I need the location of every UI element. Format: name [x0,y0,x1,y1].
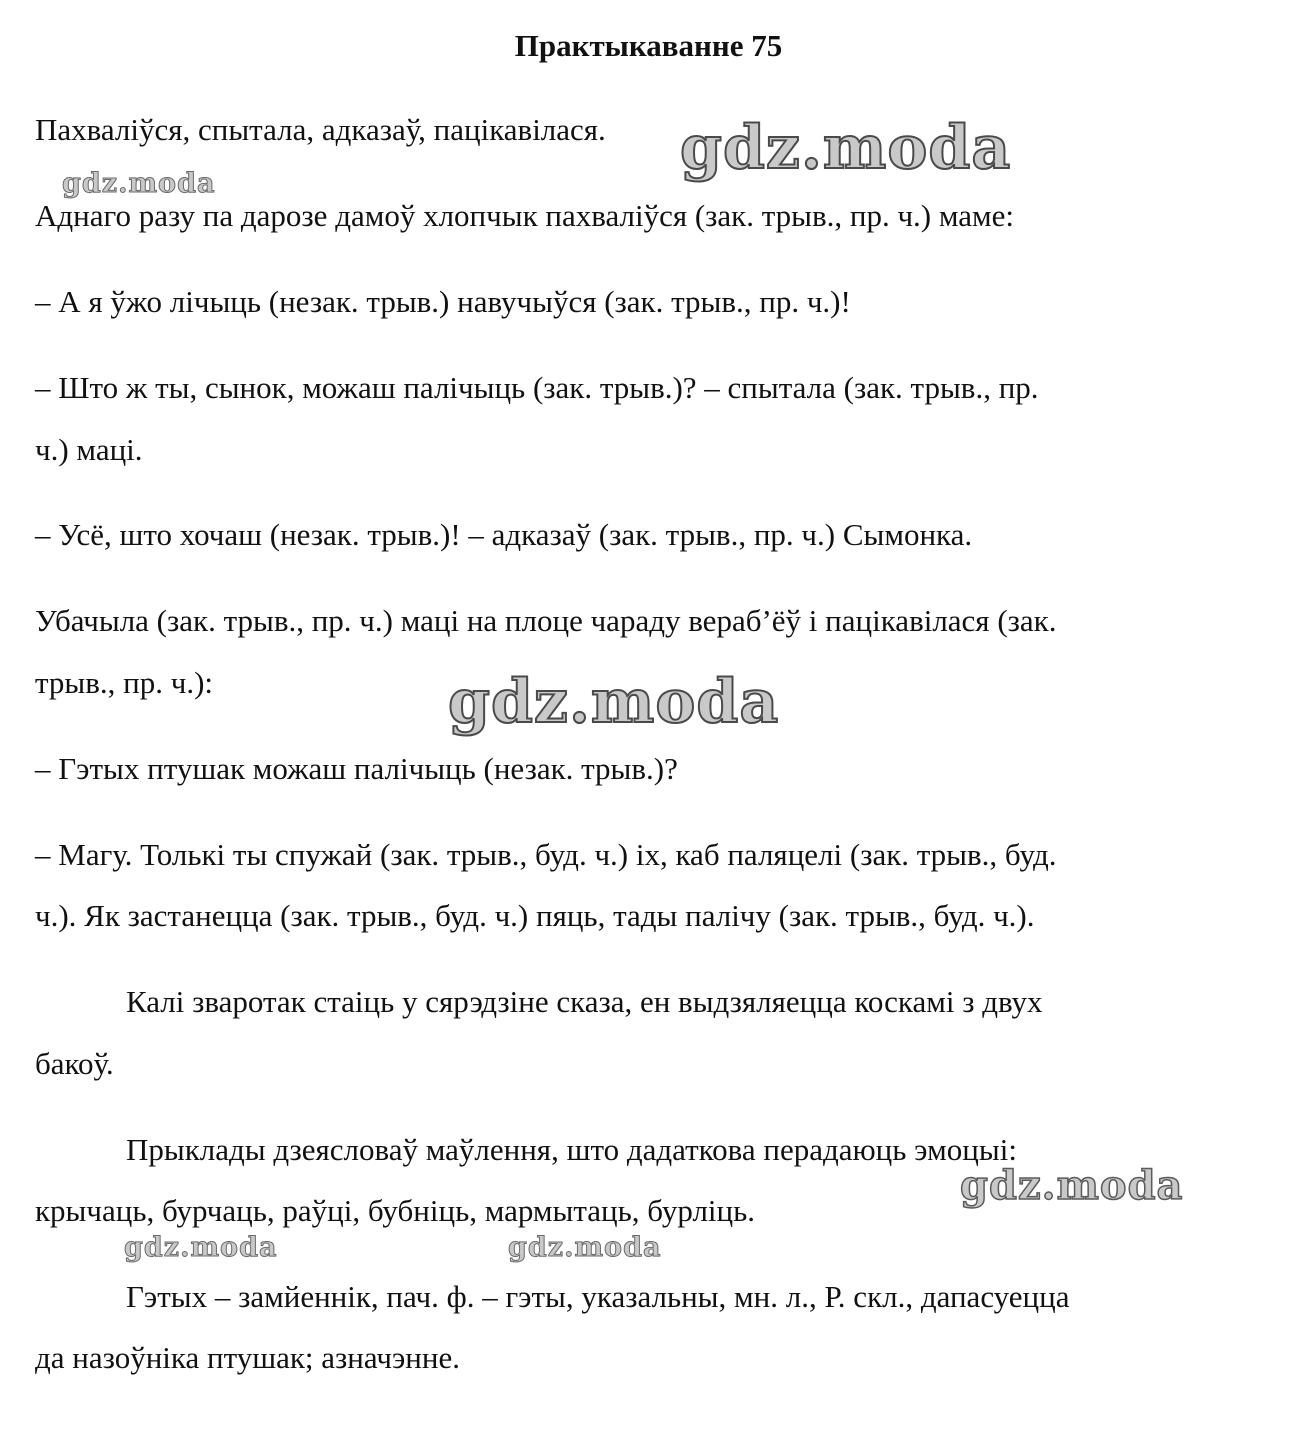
text-line: – Што ж ты, сынок, можаш палічыць (зак. трыв.)? – спытала (зак. трыв., пр. [35,370,1039,405]
text-line: Калі зваротак стаіць у сярэдзіне сказа, ен выдзяляецца коскамі з двух [126,984,1043,1019]
text-line: крычаць, бурчаць, раўці, бубніць, мармытаць, бурліць. [35,1193,756,1228]
text-line: – Магу. Толькі ты спужай (зак. трыв., буд. ч.) іх, каб паляцелі (зак. трыв., буд. [35,837,1057,872]
page-title: Практыкаванне 75 [514,28,783,63]
text-line: ч.) маці. [35,432,143,467]
text-line: Аднаго разу па дарозе дамоў хлопчык пахваліўся (зак. трыв., пр. ч.) маме: [35,198,1015,233]
text-line: бакоў. [35,1046,114,1081]
text-line: Убачыла (зак. трыв., пр. ч.) маці на плоце чараду вераб’ёў і пацікавілася (зак. [35,603,1057,638]
watermark: gdz.moda [960,1162,1184,1209]
text-line: – Усё, што хочаш (незак. трыв.)! – адказаў (зак. трыв., пр. ч.) Сымонка. [35,517,973,552]
text-line: трыв., пр. ч.): [35,665,214,700]
text-line: Пахваліўся, спытала, адказаў, пацікавілася. [35,112,606,147]
text-line: – Гэтых птушак можаш палічыць (незак. трыв.)? [35,751,678,786]
watermark: gdz.moda [448,667,780,737]
text-line: да назоўніка птушак; азначэнне. [35,1340,460,1375]
text-line: Прыклады дзеясловаў маўлення, што дадаткова перадаюць эмоцыі: [126,1132,1017,1167]
text-line: – А я ўжо лічыць (незак. трыв.) навучыўся (зак. трыв., пр. ч.)! [35,284,851,319]
text-line: ч.). Як застанецца (зак. трыв., буд. ч.) пяць, тады палічу (зак. трыв., буд. ч.). [35,898,1035,933]
watermark: gdz.moda [680,113,1012,183]
watermark: gdz.moda [508,1232,662,1263]
text-line: Гэтых – замйеннік, пач. ф. – гэты, указальны, мн. л., Р. скл., дапасуецца [126,1279,1070,1314]
watermark: gdz.moda [124,1232,278,1263]
watermark: gdz.moda [62,168,216,199]
